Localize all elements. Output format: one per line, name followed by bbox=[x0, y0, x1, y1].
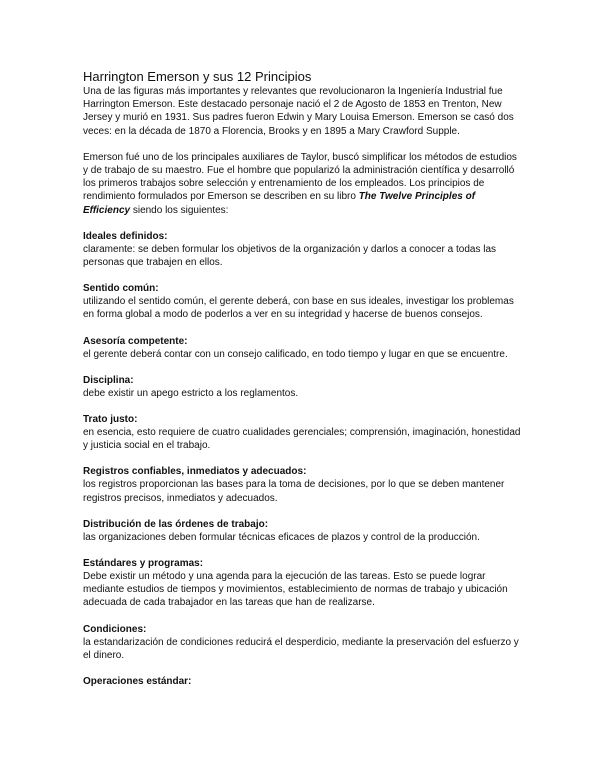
document-title: Harrington Emerson y sus 12 Principios bbox=[83, 69, 312, 84]
principle-heading: Asesoría competente: bbox=[83, 335, 188, 347]
principle-body: los registros proporcionan las bases para la toma de decisiones, por lo que se deben mantener registros precisos, inmediatos y adecuados. bbox=[83, 479, 505, 504]
principle-body: la estandarización de condiciones reducirá el desperdicio, mediante la preservación del esfuerzo y el dinero. bbox=[83, 636, 519, 661]
principle-section bbox=[83, 675, 523, 688]
principle-heading: Operaciones estándar: bbox=[83, 676, 192, 688]
principle-section bbox=[83, 623, 523, 662]
principle-body: claramente: se deben formular los objetivos de la organización y darlos a conocer a todas las personas que trabajen en ellos. bbox=[83, 243, 497, 269]
principle-heading: Distribución de las órdenes de trabajo: bbox=[83, 518, 269, 530]
principle-section bbox=[83, 335, 523, 361]
principle-body: las organizaciones deben formular técnicas eficaces de plazos y control de la producción. bbox=[83, 531, 480, 543]
intro-paragraph-2-text: Emerson fué uno de los principales auxiliares de Taylor, buscó simplificar los métodos de estudios y de trabajo de su maestro. Fue el hombre que popularizó la administración científica y desarrolló los primeros trabajos sobre selección y entrenamiento de los empleados. Los principios de rendimiento formulados por Emerson se describen en su libro bbox=[83, 151, 517, 203]
principle-heading: Disciplina: bbox=[83, 374, 134, 386]
principle-section bbox=[83, 374, 523, 400]
principle-body: Debe existir un método y una agenda para la ejecución de las tareas. Esto se puede lograr mediante estudios de tiempos y movimientos, establecimiento de normas de trabajo y ubicación adecuada de cada trabajador en las tareas que han de realizarse. bbox=[83, 571, 508, 609]
principle-section bbox=[83, 413, 523, 452]
principle-body: el gerente deberá contar con un consejo calificado, en todo tiempo y lugar en que se encuentre. bbox=[83, 348, 508, 360]
book-title: The Twelve Principles of Efficiency bbox=[83, 191, 476, 216]
intro-paragraph-2 bbox=[83, 151, 523, 217]
principle-heading: Condiciones: bbox=[83, 623, 147, 635]
principle-section bbox=[83, 230, 523, 269]
intro-paragraph-1: Una de las figuras más importantes y relevantes que revolucionaron la Ingeniería Industrial fue Harrington Emerson. Este destacado personaje nació el 2 de Agosto de 1853 en Trenton, New Jersey y murió en 1931. Sus padres fueron Edwin y Mary Louisa Emerson. Emerson se casó dos veces: en la década de 1870 a Florencia, Brooks y en 1895 a Mary Crawford Supple. bbox=[83, 86, 514, 137]
document-page bbox=[83, 69, 523, 688]
principle-body: utilizando el sentido común, el gerente deberá, con base en sus ideales, investigar los problemas en forma global a modo de poderlos a ver en su integridad y hacerse de buenos consejos. bbox=[83, 296, 514, 321]
principle-heading: Sentido común: bbox=[83, 283, 159, 295]
principle-body: en esencia, esto requiere de cuatro cualidades gerenciales; comprensión, imaginación, honestidad y justicia social en el trabajo. bbox=[83, 427, 521, 452]
principle-body: debe existir un apego estricto a los reglamentos. bbox=[83, 387, 299, 399]
principle-section bbox=[83, 518, 523, 544]
principle-section bbox=[83, 282, 523, 321]
principle-heading: Ideales definidos: bbox=[83, 230, 168, 242]
principle-section bbox=[83, 465, 523, 504]
principle-heading: Registros confiables, inmediatos y adecuados: bbox=[83, 466, 307, 478]
intro-paragraph-2-tail: siendo los siguientes: bbox=[130, 204, 229, 216]
principle-heading: Trato justo: bbox=[83, 414, 138, 426]
principle-heading: Estándares y programas: bbox=[83, 558, 204, 570]
principle-section bbox=[83, 557, 523, 610]
